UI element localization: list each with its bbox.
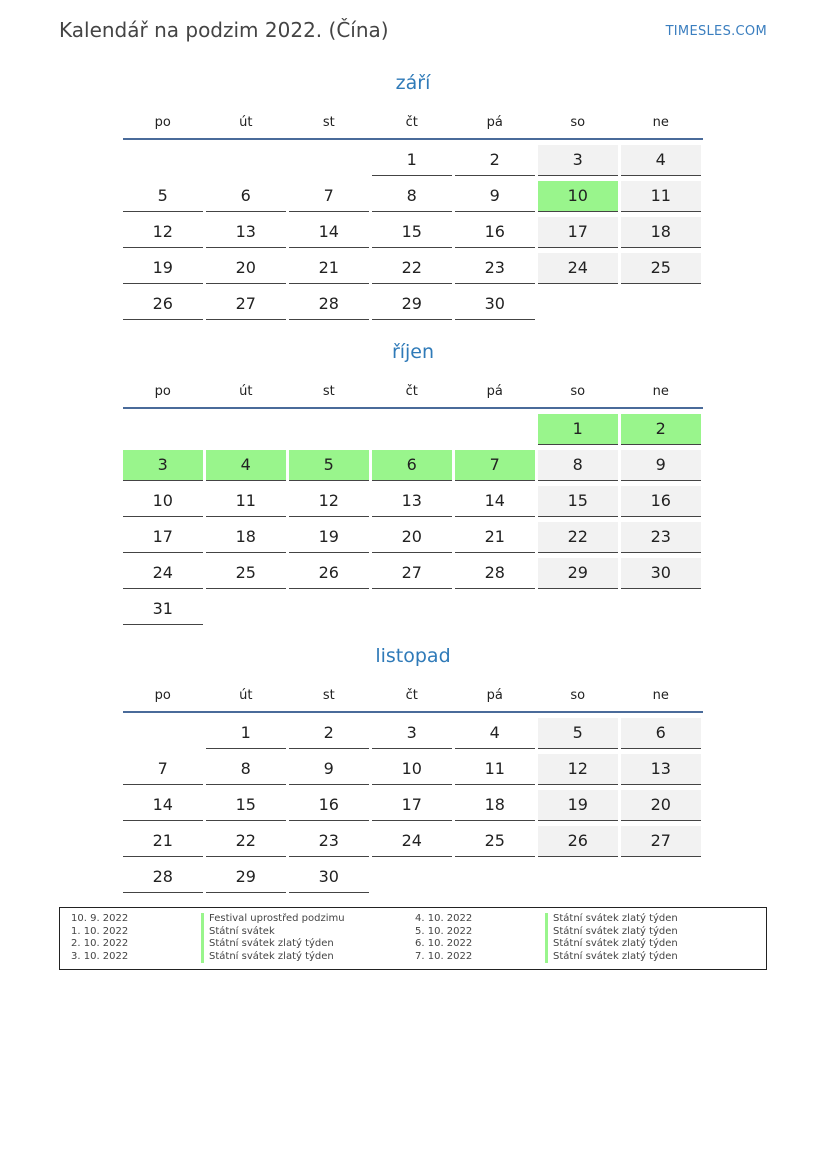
day-cell[interactable]: 22 xyxy=(538,522,618,553)
day-cell[interactable]: 15 xyxy=(538,486,618,517)
legend-holiday-name: Státní svátek zlatý týden xyxy=(545,913,678,926)
weekday-label: so xyxy=(570,114,586,130)
page-title: Kalendář na podzim 2022. (Čína) xyxy=(59,18,389,42)
legend-column xyxy=(404,913,678,963)
day-cell[interactable]: 13 xyxy=(206,217,286,248)
day-cell-holiday[interactable]: 7 xyxy=(455,450,535,481)
day-cell[interactable]: 31 xyxy=(123,594,203,625)
day-cell[interactable]: 14 xyxy=(289,217,369,248)
day-cell[interactable]: 14 xyxy=(123,790,203,821)
legend-row xyxy=(404,913,678,926)
legend-row xyxy=(60,951,345,964)
day-cell[interactable]: 11 xyxy=(206,486,286,517)
weekday-label: po xyxy=(154,383,171,399)
day-cell-holiday[interactable]: 4 xyxy=(206,450,286,481)
day-cell[interactable]: 1 xyxy=(372,145,452,176)
day-cell[interactable]: 13 xyxy=(372,486,452,517)
day-cell[interactable]: 19 xyxy=(289,522,369,553)
day-cell[interactable]: 17 xyxy=(538,217,618,248)
day-cell[interactable]: 30 xyxy=(621,558,701,589)
weekday-label: pá xyxy=(486,687,503,703)
empty-cell xyxy=(455,414,535,444)
legend-date: 10. 9. 2022 xyxy=(71,913,129,924)
day-cell[interactable]: 10 xyxy=(372,754,452,785)
day-cell[interactable]: 6 xyxy=(621,718,701,749)
day-cell[interactable]: 18 xyxy=(455,790,535,821)
day-cell[interactable]: 18 xyxy=(206,522,286,553)
legend-date: 6. 10. 2022 xyxy=(415,938,473,950)
brand-link[interactable]: TIMESLES.COM xyxy=(665,24,767,39)
day-cell[interactable]: 19 xyxy=(123,253,203,284)
day-cell[interactable]: 28 xyxy=(123,862,203,893)
day-cell[interactable]: 28 xyxy=(289,289,369,320)
weekday-header xyxy=(123,106,703,140)
day-cell[interactable]: 26 xyxy=(289,558,369,589)
weekday-label: st xyxy=(322,383,335,399)
legend-date: 1. 10. 2022 xyxy=(71,925,129,937)
day-cell[interactable]: 22 xyxy=(372,253,452,284)
legend-date: 5. 10. 2022 xyxy=(415,925,473,937)
day-cell[interactable]: 17 xyxy=(123,522,203,553)
weekday-label: út xyxy=(239,383,253,399)
weekday-label: st xyxy=(322,114,335,130)
legend-date: 2. 10. 2022 xyxy=(71,938,129,950)
legend-row xyxy=(404,926,678,939)
weekday-label: st xyxy=(322,687,335,703)
weekday-header xyxy=(123,679,703,713)
empty-cell xyxy=(123,718,203,748)
day-cell[interactable]: 1 xyxy=(206,718,286,749)
day-cell-holiday[interactable]: 3 xyxy=(123,450,203,481)
day-cell-holiday[interactable]: 6 xyxy=(372,450,452,481)
legend-holiday-name: Státní svátek xyxy=(201,926,275,939)
month-title: listopad xyxy=(375,645,451,667)
day-cell[interactable]: 13 xyxy=(621,754,701,785)
legend-row xyxy=(60,938,345,951)
day-grid xyxy=(123,413,703,629)
day-cell-holiday[interactable]: 2 xyxy=(621,414,701,445)
legend-holiday-name: Festival uprostřed podzimu xyxy=(201,913,345,926)
day-cell[interactable]: 25 xyxy=(621,253,701,284)
weekday-label: pá xyxy=(486,383,503,399)
day-cell[interactable]: 29 xyxy=(372,289,452,320)
day-cell[interactable]: 23 xyxy=(621,522,701,553)
legend-date: 4. 10. 2022 xyxy=(415,913,473,924)
weekday-label: so xyxy=(570,383,586,399)
weekday-label: po xyxy=(154,687,171,703)
weekday-label: čt xyxy=(405,687,418,703)
day-cell[interactable]: 8 xyxy=(372,181,452,212)
day-cell[interactable]: 6 xyxy=(206,181,286,212)
day-cell[interactable]: 28 xyxy=(455,558,535,589)
day-cell[interactable]: 7 xyxy=(123,754,203,785)
day-cell[interactable]: 16 xyxy=(289,790,369,821)
legend-date: 3. 10. 2022 xyxy=(71,950,129,962)
legend-column xyxy=(60,913,345,963)
month-title: září xyxy=(395,72,431,94)
day-cell[interactable]: 20 xyxy=(206,253,286,284)
empty-cell xyxy=(206,414,286,444)
day-cell[interactable]: 3 xyxy=(538,145,618,176)
weekday-label: po xyxy=(154,114,171,130)
weekday-label: út xyxy=(239,687,253,703)
day-cell[interactable]: 16 xyxy=(621,486,701,517)
legend-row xyxy=(60,913,345,926)
day-cell[interactable]: 21 xyxy=(455,522,535,553)
day-cell[interactable]: 11 xyxy=(455,754,535,785)
legend-row xyxy=(60,926,345,939)
day-cell[interactable]: 25 xyxy=(206,558,286,589)
day-cell[interactable]: 25 xyxy=(455,826,535,857)
day-cell[interactable]: 12 xyxy=(289,486,369,517)
empty-cell xyxy=(372,414,452,444)
holiday-legend xyxy=(59,907,767,970)
weekday-label: ne xyxy=(652,687,669,703)
legend-row xyxy=(404,938,678,951)
empty-cell xyxy=(289,414,369,444)
weekday-label: út xyxy=(239,114,253,130)
legend-holiday-name: Státní svátek zlatý týden xyxy=(545,926,678,939)
day-cell[interactable]: 21 xyxy=(289,253,369,284)
day-cell[interactable]: 20 xyxy=(621,790,701,821)
day-cell[interactable]: 27 xyxy=(206,289,286,320)
day-cell[interactable]: 15 xyxy=(372,217,452,248)
month-october xyxy=(123,337,703,629)
weekday-label: čt xyxy=(405,114,418,130)
day-cell[interactable]: 5 xyxy=(123,181,203,212)
day-cell[interactable]: 26 xyxy=(538,826,618,857)
legend-date: 7. 10. 2022 xyxy=(415,950,473,962)
weekday-label: čt xyxy=(405,383,418,399)
empty-cell xyxy=(123,414,203,444)
day-cell[interactable]: 19 xyxy=(538,790,618,821)
day-cell[interactable]: 29 xyxy=(538,558,618,589)
day-cell[interactable]: 14 xyxy=(455,486,535,517)
day-cell-holiday[interactable]: 5 xyxy=(289,450,369,481)
day-cell[interactable]: 20 xyxy=(372,522,452,553)
day-grid xyxy=(123,717,703,897)
weekday-label: pá xyxy=(486,114,503,130)
weekday-label: ne xyxy=(652,114,669,130)
day-cell[interactable]: 8 xyxy=(206,754,286,785)
weekday-header xyxy=(123,375,703,409)
day-cell[interactable]: 9 xyxy=(621,450,701,481)
day-cell[interactable]: 21 xyxy=(123,826,203,857)
weekday-label: so xyxy=(570,687,586,703)
legend-holiday-name: Státní svátek zlatý týden xyxy=(201,938,334,951)
empty-cell xyxy=(289,145,369,175)
day-cell[interactable]: 2 xyxy=(289,718,369,749)
day-cell[interactable]: 24 xyxy=(372,826,452,857)
day-cell[interactable]: 7 xyxy=(289,181,369,212)
legend-row xyxy=(404,951,678,964)
legend-holiday-name: Státní svátek zlatý týden xyxy=(545,938,678,951)
day-cell[interactable]: 26 xyxy=(123,289,203,320)
day-cell[interactable]: 23 xyxy=(289,826,369,857)
day-cell[interactable]: 24 xyxy=(123,558,203,589)
empty-cell xyxy=(123,145,203,175)
day-cell[interactable]: 5 xyxy=(538,718,618,749)
legend-holiday-name: Státní svátek zlatý týden xyxy=(201,951,334,964)
day-cell[interactable]: 22 xyxy=(206,826,286,857)
day-cell[interactable]: 8 xyxy=(538,450,618,481)
day-cell[interactable]: 12 xyxy=(123,217,203,248)
day-cell[interactable]: 4 xyxy=(455,718,535,749)
day-grid xyxy=(123,144,703,324)
day-cell[interactable]: 4 xyxy=(621,145,701,176)
month-november xyxy=(123,641,703,897)
day-cell[interactable]: 9 xyxy=(289,754,369,785)
day-cell[interactable]: 23 xyxy=(455,253,535,284)
day-cell[interactable]: 10 xyxy=(123,486,203,517)
day-cell[interactable]: 30 xyxy=(289,862,369,893)
day-cell[interactable]: 3 xyxy=(372,718,452,749)
day-cell-holiday[interactable]: 10 xyxy=(538,181,618,212)
day-cell[interactable]: 15 xyxy=(206,790,286,821)
day-cell[interactable]: 9 xyxy=(455,181,535,212)
weekday-label: ne xyxy=(652,383,669,399)
day-cell[interactable]: 11 xyxy=(621,181,701,212)
day-cell[interactable]: 18 xyxy=(621,217,701,248)
day-cell[interactable]: 17 xyxy=(372,790,452,821)
day-cell[interactable]: 27 xyxy=(372,558,452,589)
day-cell[interactable]: 24 xyxy=(538,253,618,284)
day-cell[interactable]: 12 xyxy=(538,754,618,785)
day-cell-holiday[interactable]: 1 xyxy=(538,414,618,445)
day-cell[interactable]: 16 xyxy=(455,217,535,248)
legend-holiday-name: Státní svátek zlatý týden xyxy=(545,951,678,964)
day-cell[interactable]: 29 xyxy=(206,862,286,893)
day-cell[interactable]: 27 xyxy=(621,826,701,857)
empty-cell xyxy=(206,145,286,175)
month-title: říjen xyxy=(391,341,435,363)
day-cell[interactable]: 30 xyxy=(455,289,535,320)
month-september xyxy=(123,68,703,324)
day-cell[interactable]: 2 xyxy=(455,145,535,176)
